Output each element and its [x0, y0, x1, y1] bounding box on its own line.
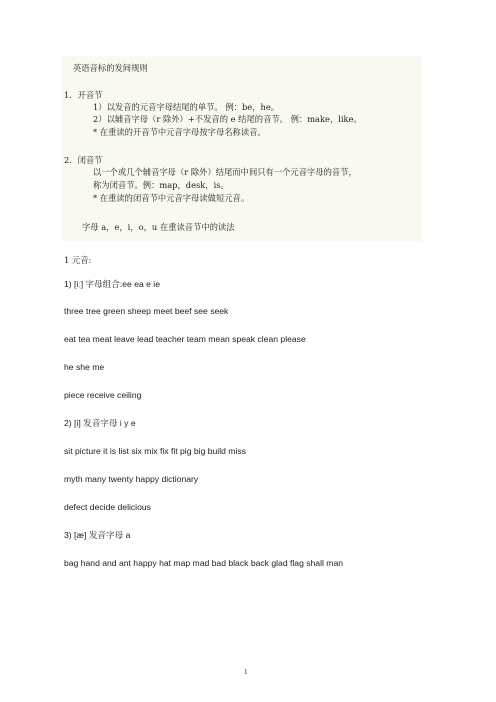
- item1-words-1: three tree green sheep meet beef see seek: [64, 306, 229, 316]
- item1-words-4: piece receive ceiling: [64, 390, 142, 400]
- section1-line1: 1）以发音的元音字母结尾的单节。 例：be，he。: [93, 102, 280, 112]
- intro-title: 英语音标的发间规则: [73, 63, 148, 73]
- section1-line2: 2）以辅音字母（r 除外）+不发音的 e 结尾的音节。 例：make，like。: [93, 114, 362, 124]
- section2-heading: 2．闭音节: [64, 155, 103, 165]
- page-number: 1: [244, 668, 248, 676]
- item2-words-2: myth many twenty happy dictionary: [64, 474, 199, 484]
- item2-words-1: sit picture it is list six mix fix fit pig big build miss: [64, 446, 246, 456]
- letters-reading-line: 字母 a，e，i，o，u 在重读音节中的读法: [82, 222, 235, 232]
- section2-note: * 在重读的闭音节中元音字母读做短元音。: [93, 193, 250, 203]
- item3-heading: 3) [æ] 发音字母 a: [64, 530, 131, 540]
- section1-note: * 在重读的开音节中元音字母按字母名称读音。: [93, 127, 266, 137]
- section1-heading: 1．开音节: [64, 90, 103, 100]
- shaded-intro-block: [62, 56, 422, 241]
- item3-words-1: bag hand and ant happy hat map mad bad black back glad flag shall man: [64, 558, 344, 568]
- section2-line2: 称为闭音节。例：map，desk，is。: [93, 180, 229, 190]
- vowel-heading: 1 元音:: [64, 255, 92, 265]
- item2-heading: 2) [i] 发音字母 i y e: [64, 418, 136, 428]
- section2-line1: 以一个或几个辅音字母（r 除外）结尾而中间只有一个元音字母的音节，: [93, 167, 357, 177]
- item2-words-3: defect decide delicious: [64, 502, 151, 512]
- item1-heading: 1) [iː] 字母组合:ee ea e ie: [64, 279, 161, 289]
- item1-words-2: eat tea meat leave lead teacher team mean speak clean please: [64, 334, 306, 344]
- item1-words-3: he she me: [64, 362, 105, 372]
